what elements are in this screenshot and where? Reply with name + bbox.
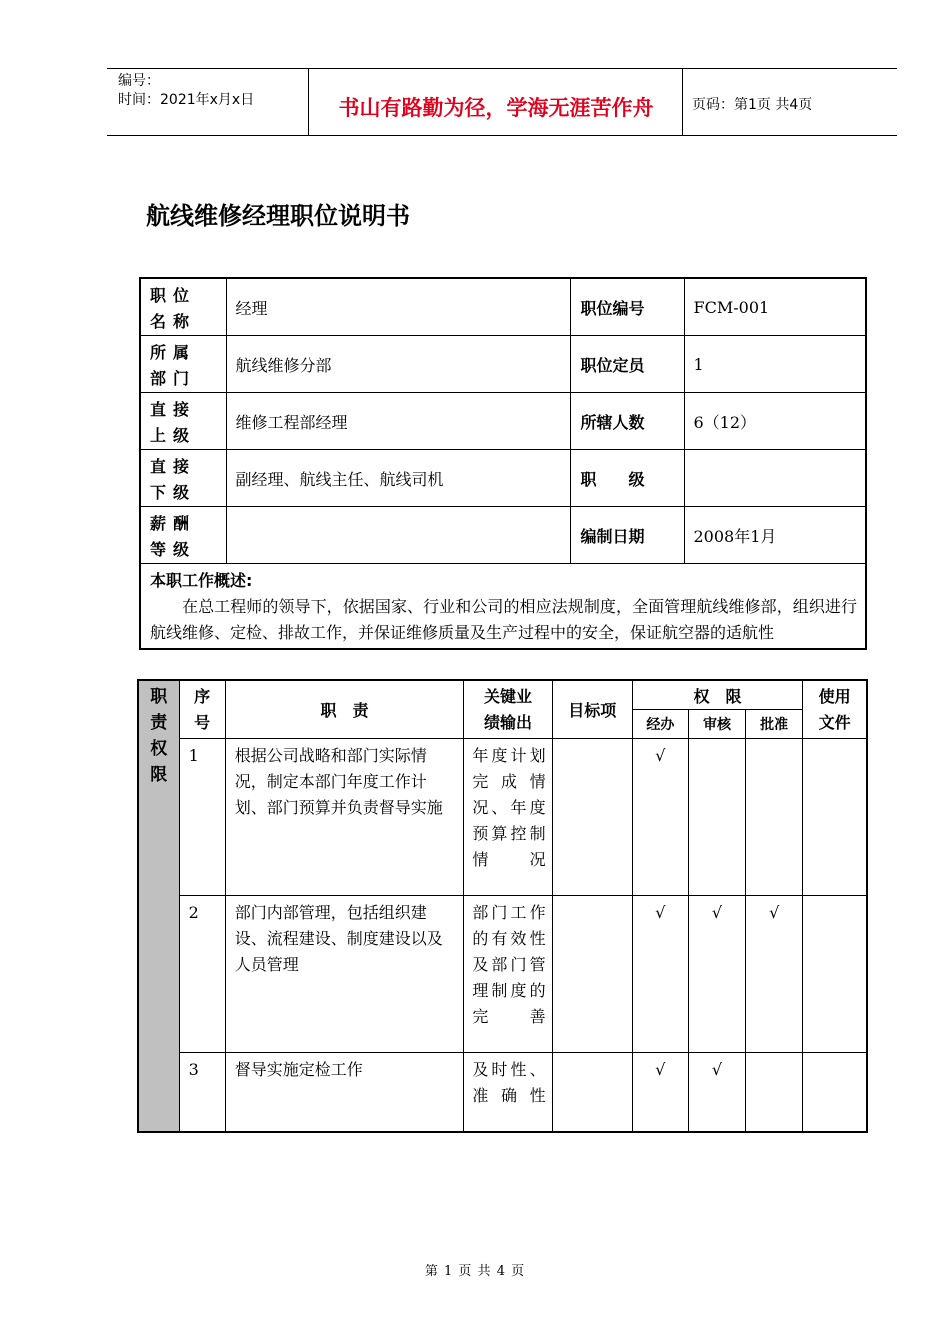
info-label-position-code: 职位编号 (570, 278, 684, 336)
duty-description: 根据公司战略和部门实际情况，制定本部门年度工作计划、部门预算并负责督导实施 (225, 739, 464, 896)
duty-kpi: 及时性、准确性 (464, 1053, 552, 1133)
duty-review-check: √ (688, 1053, 745, 1133)
info-label-superior: 直接上级 (140, 393, 226, 450)
table-row (138, 1053, 867, 1133)
duty-side-label: 职责权限 (138, 680, 179, 1132)
header-page-info: 页码：第1页 共4页 (692, 97, 813, 113)
info-value-grade (684, 450, 866, 507)
job-summary-title: 本职工作概述: (150, 571, 253, 590)
info-label-headcount: 职位定员 (570, 336, 684, 393)
info-value-superior: 维修工程部经理 (226, 393, 570, 450)
header-seq: 序号 (179, 680, 225, 739)
header-docs: 使用文件 (803, 680, 867, 739)
duty-docs (803, 1053, 867, 1133)
duty-seq: 3 (179, 1053, 225, 1133)
job-summary-body: 在总工程师的领导下，依据国家、行业和公司的相应法规制度，全面管理航线维修部，组织进行航线维修、定检、排故工作，并保证维修质量及生产过程中的安全，保证航空器的适航性 (150, 597, 857, 642)
header-handle: 经办 (632, 710, 688, 739)
info-row (140, 393, 866, 450)
header-left (118, 72, 254, 110)
job-summary (140, 564, 866, 650)
info-label-date: 编制日期 (570, 507, 684, 564)
duty-handle-check: √ (632, 896, 688, 1053)
duty-review-check (688, 739, 745, 896)
info-label-salary-level: 薪酬等级 (140, 507, 226, 564)
duty-target (552, 1053, 632, 1133)
duty-target (552, 739, 632, 896)
duty-seq: 2 (179, 896, 225, 1053)
info-label-position-name: 职位名称 (140, 278, 226, 336)
info-value-salary-level (226, 507, 570, 564)
header-top-rule (107, 68, 897, 69)
duty-description: 部门内部管理，包括组织建设、流程建设、制度建设以及人员管理 (225, 896, 464, 1053)
table-row (138, 896, 867, 1053)
duty-description: 督导实施定检工作 (225, 1053, 464, 1133)
header-review: 审核 (688, 710, 745, 739)
header-target: 目标项 (552, 680, 632, 739)
duty-kpi: 部门工作的有效性及部门管理制度的完善 (464, 896, 552, 1053)
duty-kpi: 年度计划完成情况、年度预算控制情况 (464, 739, 552, 896)
duty-authority-table (137, 679, 868, 1133)
duty-review-check: √ (688, 896, 745, 1053)
info-value-position-code: FCM-001 (684, 278, 866, 336)
duty-handle-check: √ (632, 739, 688, 896)
info-label-department: 所属部门 (140, 336, 226, 393)
info-row (140, 278, 866, 336)
info-value-department: 航线维修分部 (226, 336, 570, 393)
info-label-subordinates-count: 所辖人数 (570, 393, 684, 450)
document-number-label: 编号： (118, 73, 160, 89)
duty-docs (803, 896, 867, 1053)
info-row (140, 507, 866, 564)
header-approve: 批准 (746, 710, 803, 739)
info-value-date: 2008年1月 (684, 507, 866, 564)
header-divider-left (308, 68, 309, 136)
table-row (138, 739, 867, 896)
header-kpi: 关键业绩输出 (464, 680, 552, 739)
header-bottom-rule (107, 135, 897, 136)
info-row (140, 450, 866, 507)
info-value-position-name: 经理 (226, 278, 570, 336)
duty-approve-check (746, 1053, 803, 1133)
duty-header-row (138, 680, 867, 710)
info-label-subordinates: 直接下级 (140, 450, 226, 507)
duty-target (552, 896, 632, 1053)
duty-handle-check: √ (632, 1053, 688, 1133)
info-label-grade: 职 级 (570, 450, 684, 507)
page-footer: 第 1 页 共 4 页 (424, 1264, 526, 1279)
info-value-subordinates-count: 6（12） (684, 393, 866, 450)
info-summary-row (140, 564, 866, 650)
duty-approve-check (746, 739, 803, 896)
duty-seq: 1 (179, 739, 225, 896)
header-divider-right (682, 68, 683, 136)
document-title: 航线维修经理职位说明书 (146, 202, 410, 230)
header-duty: 职 责 (225, 680, 464, 739)
document-time-label: 时间：2021年x月x日 (118, 92, 255, 108)
header-motto: 书山有路勤为径，学海无涯苦作舟 (338, 96, 654, 120)
position-info-table (139, 277, 867, 650)
info-value-subordinates: 副经理、航线主任、航线司机 (226, 450, 570, 507)
info-row (140, 336, 866, 393)
duty-approve-check: √ (746, 896, 803, 1053)
duty-docs (803, 739, 867, 896)
header-authority: 权 限 (632, 680, 802, 710)
info-value-headcount: 1 (684, 336, 866, 393)
